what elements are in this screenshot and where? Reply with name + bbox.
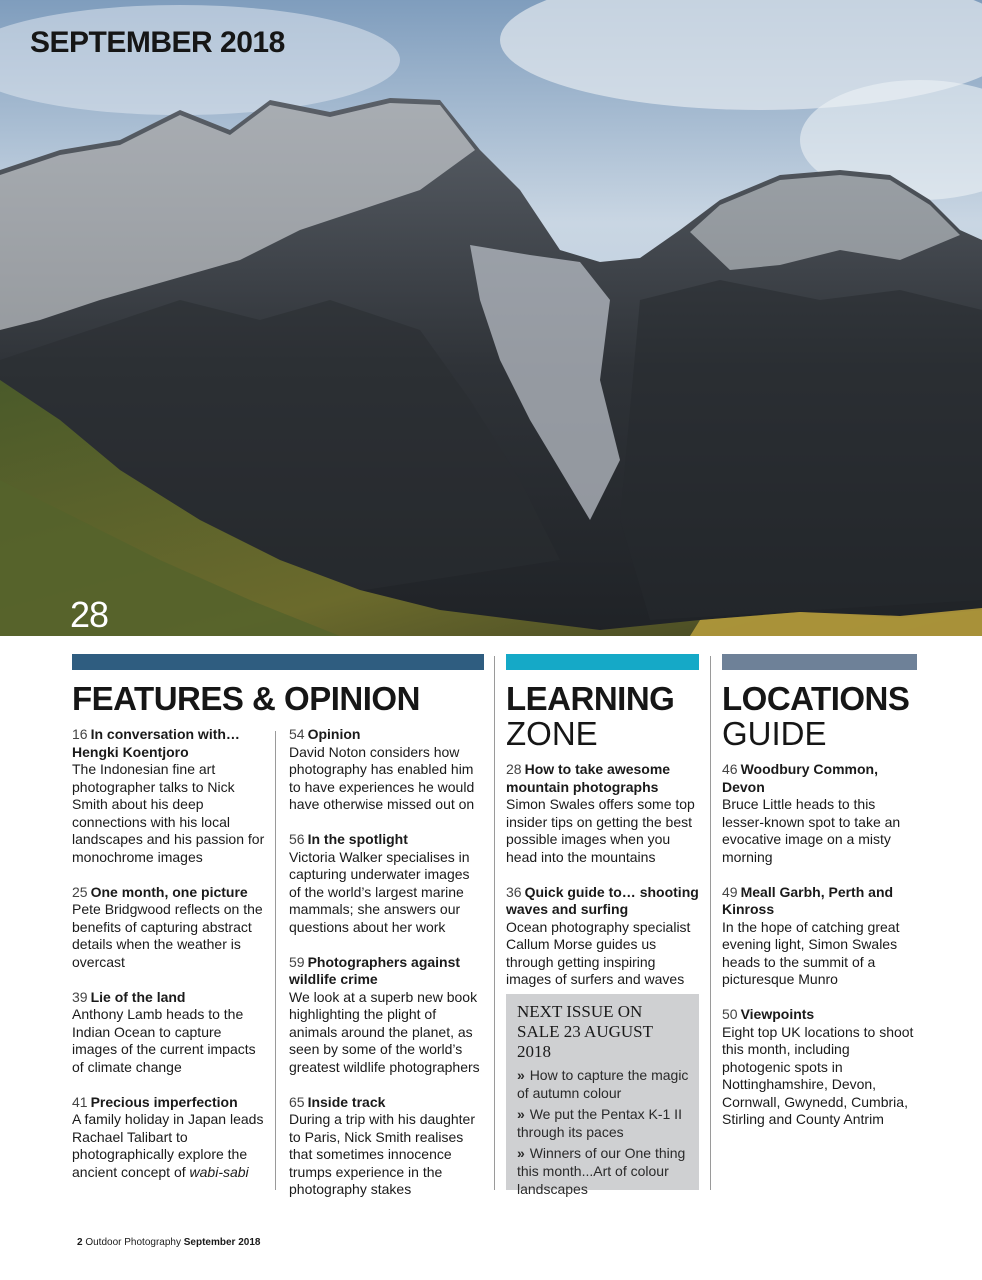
item-heading: Opinion (307, 726, 361, 742)
item-description: Pete Bridgwood reflects on the benefits of capturing abstract details when the weather is overcast (72, 901, 263, 970)
page-number: 39 (72, 988, 88, 1005)
contents-item[interactable] (722, 884, 917, 989)
contents-item[interactable] (289, 954, 484, 1077)
locations-title (722, 681, 909, 751)
item-heading: Inside track (307, 1093, 386, 1110)
item-description-italic: wabi-sabi (189, 1163, 249, 1180)
locations-column (722, 761, 917, 1146)
features-title: FEATURES & OPINION (72, 680, 420, 717)
item-description: David Noton considers how photography has enabled him to have experiences he would have otherwise missed out on (289, 743, 475, 812)
learning-color-bar (506, 654, 699, 670)
next-issue-item-text: Winners of our One thing this month...Art of colour landscapes (517, 1145, 686, 1197)
locations-title-bold: LOCATIONS (722, 680, 910, 717)
footer-magazine-name: Outdoor Photography (85, 1237, 181, 1248)
item-heading: One month, one picture (90, 883, 248, 900)
page-number: 49 (722, 883, 738, 900)
learning-title-bold: LEARNING (506, 680, 675, 717)
learning-column (506, 761, 699, 1006)
features-color-bar (72, 654, 484, 670)
item-heading: In the spotlight (307, 831, 408, 847)
item-description (72, 1111, 267, 1181)
item-heading: Woodbury Common, Devon (722, 761, 878, 795)
page-number: 54 (289, 726, 305, 742)
mountain-illustration (0, 0, 982, 636)
page-number: 28 (506, 761, 522, 777)
hero-photo (0, 0, 982, 636)
contents-item[interactable] (72, 884, 267, 972)
column-divider (710, 656, 711, 1190)
next-issue-box (506, 994, 699, 1197)
page-number: 59 (289, 953, 305, 970)
page-number: 50 (722, 1006, 738, 1022)
chevron-right-icon: » (517, 1145, 523, 1161)
hero-page-number: 28 (70, 594, 109, 635)
item-heading: Photographers against wildlife crime (289, 953, 461, 987)
item-description: Ocean photography specialist Callum Morse guides us through getting inspiring images of surfers and waves (506, 918, 691, 987)
column-divider (494, 656, 495, 1190)
contents-item[interactable] (506, 884, 699, 989)
item-description: Bruce Little heads to this lesser-known spot to take an evocative image on a misty morning (722, 796, 901, 865)
footer-issue: September 2018 (183, 1237, 261, 1248)
learning-title (506, 681, 674, 751)
page-number: 36 (506, 883, 522, 900)
page-number: 16 (72, 726, 88, 742)
next-issue-title: NEXT ISSUE ON SALE 23 AUGUST 2018 (517, 1002, 653, 1061)
column-divider (275, 731, 276, 1190)
locations-color-bar (722, 654, 917, 670)
learning-title-light: ZONE (506, 715, 598, 752)
features-column-right (289, 726, 484, 1216)
item-description: Victoria Walker specialises in capturing underwater images of the world’s largest marine mammals; she answers our questions about her work (289, 848, 470, 935)
features-column-left (72, 726, 267, 1199)
item-description: In the hope of catching great evening light, Simon Swales heads to the summit of a picturesque Munro (722, 918, 900, 987)
next-issue-item (517, 1066, 689, 1102)
item-heading: Quick guide to… shooting waves and surfing (506, 883, 699, 917)
item-heading: Precious imperfection (90, 1093, 238, 1110)
contents-item[interactable] (72, 726, 267, 866)
page-number: 41 (72, 1093, 88, 1110)
page-number: 65 (289, 1093, 305, 1110)
contents-item[interactable] (72, 1094, 267, 1182)
page-number: 46 (722, 761, 738, 777)
item-description: Eight top UK locations to shoot this month, including photogenic spots in Nottinghamshire, Devon, Cornwall, Gwynedd, Cumbria, Stirling and County Antrim (722, 1023, 914, 1127)
page-footer (77, 1237, 260, 1248)
next-issue-item-text: We put the Pentax K-1 II through its paces (517, 1106, 682, 1140)
item-heading: Lie of the land (90, 988, 186, 1005)
contents-item[interactable] (506, 761, 699, 866)
item-description-text: A family holiday in Japan leads Rachael Talibart to photographically explore the ancient concept of (72, 1111, 264, 1180)
page-number: 25 (72, 883, 88, 900)
contents-item[interactable] (289, 831, 484, 936)
page-number: 56 (289, 831, 305, 847)
next-issue-item (517, 1144, 689, 1198)
item-heading: In conversation with… Hengki Koentjoro (72, 726, 240, 760)
next-issue-item-text: How to capture the magic of autumn colour (517, 1067, 689, 1101)
next-issue-item (517, 1105, 689, 1141)
chevron-right-icon: » (517, 1106, 523, 1122)
item-description: Anthony Lamb heads to the Indian Ocean to capture images of the current impacts of climate change (72, 1006, 256, 1075)
item-description: During a trip with his daughter to Paris, Nick Smith realises that sometimes innocence trumps experience in the photography stakes (289, 1111, 475, 1197)
locations-title-light: GUIDE (722, 715, 827, 752)
item-heading: Meall Garbh, Perth and Kinross (722, 883, 894, 917)
contents-item[interactable] (72, 989, 267, 1077)
contents-item[interactable] (289, 1094, 484, 1199)
contents-item[interactable] (722, 1006, 917, 1129)
item-heading: Viewpoints (740, 1006, 815, 1022)
footer-page-number: 2 (77, 1237, 83, 1248)
issue-date: SEPTEMBER 2018 (30, 26, 285, 59)
contents-item[interactable] (289, 726, 484, 814)
item-description: The Indonesian fine art photographer talks to Nick Smith about his deep connections with his local landscapes and his passion for monochrome images (72, 761, 265, 865)
item-description: We look at a superb new book highlighting the plight of animals around the planet, as seen by some of the world’s greatest wildlife photographers (289, 988, 480, 1075)
contents-item[interactable] (722, 761, 917, 866)
chevron-right-icon: » (517, 1067, 523, 1083)
item-heading: How to take awesome mountain photographs (506, 761, 671, 795)
item-description: Simon Swales offers some top insider tips on getting the best possible images when you head into the mountains (506, 796, 695, 865)
